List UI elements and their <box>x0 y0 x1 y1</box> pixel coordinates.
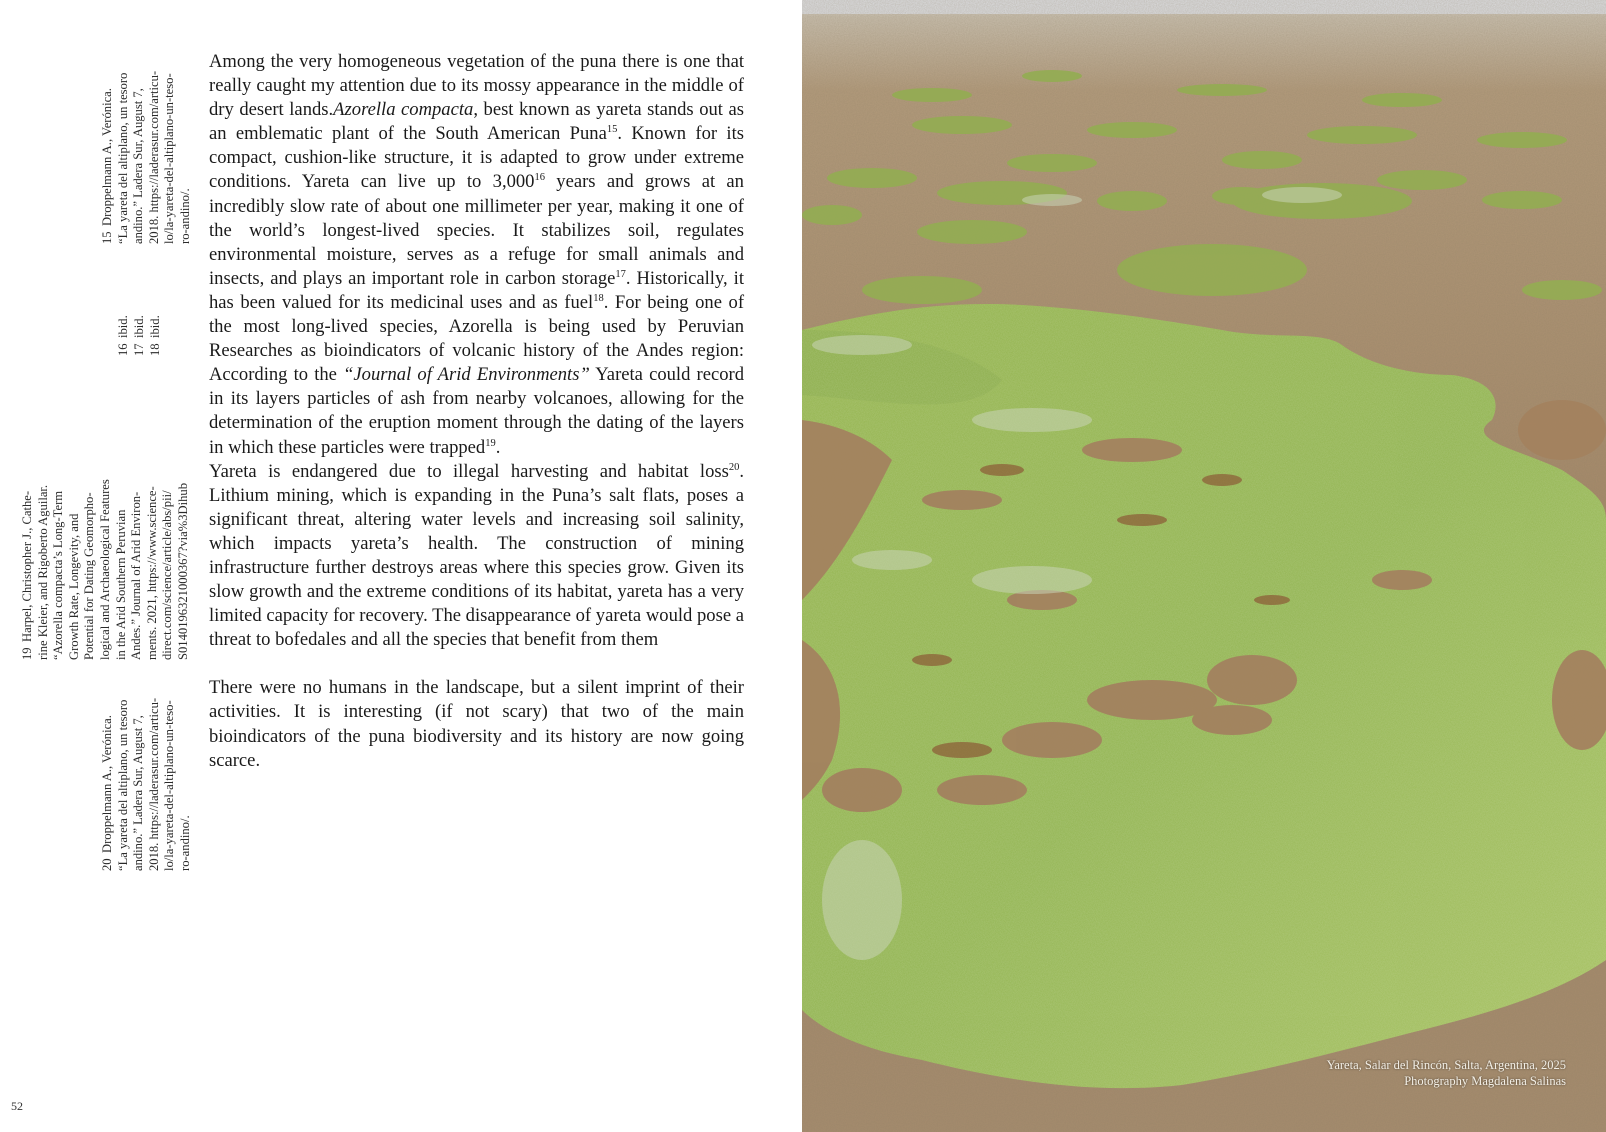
footnote-20 <box>100 698 194 871</box>
page-number: 52 <box>11 1099 23 1113</box>
footnote-ref-20[interactable]: 20 <box>728 461 740 473</box>
footnote-ref-18[interactable]: 18 <box>593 292 604 304</box>
footnote-20-line2: “La yareta del altiplano, un tesoro <box>115 699 130 871</box>
footnote-19-line5: Potential for Dating Geomorpho- <box>82 492 97 660</box>
footnote-ref-16[interactable]: 16 <box>534 172 545 184</box>
paragraph-2: Yareta is endangered due to illegal harvesting and habitat loss$^{20}$. Lithium mining, which is expanding in the Puna’s salt flats, poses a significant threat, altering water levels and increasing soil salinity, which impacts yareta’s health. The construction of mining infrastructure further destroys areas where this species grow. Given its slow growth and the extreme conditions of its habitat, yareta has a very limited capacity for recovery. The disappearance of yareta would pose a threat to bofedales and all the species that benefit from them <box>209 460 744 651</box>
caption-line-2: Photography Magdalena Salinas <box>1404 1074 1566 1088</box>
footnote-17: 17ibid. <box>132 315 146 356</box>
footnote-15-line1: 15Droppelmann A., Verónica. <box>100 88 114 244</box>
footnote-20-line4: 2018. https://laderasur.com/articu- <box>146 697 161 871</box>
left-page <box>0 0 802 1132</box>
footnote-19-line7: in the Arid Southern Peruvian <box>113 509 128 660</box>
footnote-19-line3: “Azorella compacta’s Long-Term <box>51 490 66 660</box>
footnote-19-line11: S0140196321000367?via%3Dihub <box>175 482 190 660</box>
footnote-18: 18ibid. <box>148 315 162 356</box>
footnote-15 <box>100 71 194 244</box>
body-text <box>209 50 744 773</box>
footnote-15-line6: ro-andino/. <box>177 188 192 244</box>
footnote-16: 16ibid. <box>116 315 130 356</box>
footnote-15-line2: “La yareta del altiplano, un tesoro <box>115 72 130 244</box>
footnote-20-line5: lo/la-yareta-del-altiplano-un-teso- <box>162 700 177 871</box>
footnote-19-line6: logical and Archaeological Features <box>97 479 112 660</box>
footnote-19 <box>20 479 192 660</box>
footnote-19-line1: 19Harpel, Christopher J., Cathe- <box>20 490 34 660</box>
right-page-photo <box>802 0 1606 1132</box>
footnote-20-line6: ro-andino/. <box>177 815 192 871</box>
footnote-19-line9: ments. 2021, https://www.science- <box>144 486 159 660</box>
paragraph-3: There were no humans in the landscape, but a silent imprint of their activities. It is interesting (if not scary) that two of the main bioindicators of the puna biodiversity and its history are now going scarce. <box>209 677 744 771</box>
footnote-ref-19[interactable]: 19 <box>485 437 496 449</box>
footnote-15-line5: lo/la-yareta-del-altiplano-un-teso- <box>162 73 177 244</box>
footnote-20-line3: andino.” Ladera Sur, August 7, <box>131 715 146 871</box>
paragraph-1: Among the very homogeneous vegetation of the puna there is one that really caught my attention due to its mossy appearance in the middle of dry desert lands.Azorella compacta, best known as yareta stands out as an emblematic plant of the South American Puna$^{15}$. Known for its compact, cushion-like structure, it is adapted to grow under extreme conditions. Yareta can live up to 3,000$^{16}$ years and grows at an incredibly slow rate of about one millimeter per year, making it one of the world’s longest-lived species. It stabilizes soil, regulates environmental moisture, serves as a refuge for small animals and insects, and plays an important role in carbon storage$^{17}$. Historically, it has been valued for its medicinal uses and as fuel$^{18}$. For being one of the most long-lived species, Azorella is being used by Peruvian Researches as bioindicators of volcanic history of the Andes region: According to the “Journal of Arid Environments” Yareta could record in its layers particles of ash from nearby volcanoes, allowing for the determination of the eruption moment through the dating of the layers in which these particles were trapped$^{19}$. <box>209 51 745 458</box>
footnote-19-line2: rine Kleier, and Rigoberto Aguilar. <box>35 484 50 660</box>
footnote-20-line1: 20Droppelmann A., Verónica. <box>100 715 114 871</box>
footnote-15-line4: 2018. https://laderasur.com/articu- <box>146 70 161 244</box>
caption-line-1: Yareta, Salar del Rincón, Salta, Argentina, 2025 <box>1326 1058 1566 1072</box>
footnote-ref-15[interactable]: 15 <box>606 124 618 136</box>
yareta-landscape-photo <box>802 0 1606 1132</box>
footnote-19-line10: direct.com/science/article/abs/pii/ <box>160 490 175 660</box>
photo-caption <box>1327 1057 1566 1089</box>
footnote-15-line3: andino.” Ladera Sur, August 7, <box>131 88 146 244</box>
footnote-ref-17[interactable]: 17 <box>615 268 626 280</box>
footnote-19-line4: Growth Rate, Longevity, and <box>66 513 81 660</box>
footnote-19-line8: Andes.” Journal of Arid Environ- <box>129 491 144 660</box>
